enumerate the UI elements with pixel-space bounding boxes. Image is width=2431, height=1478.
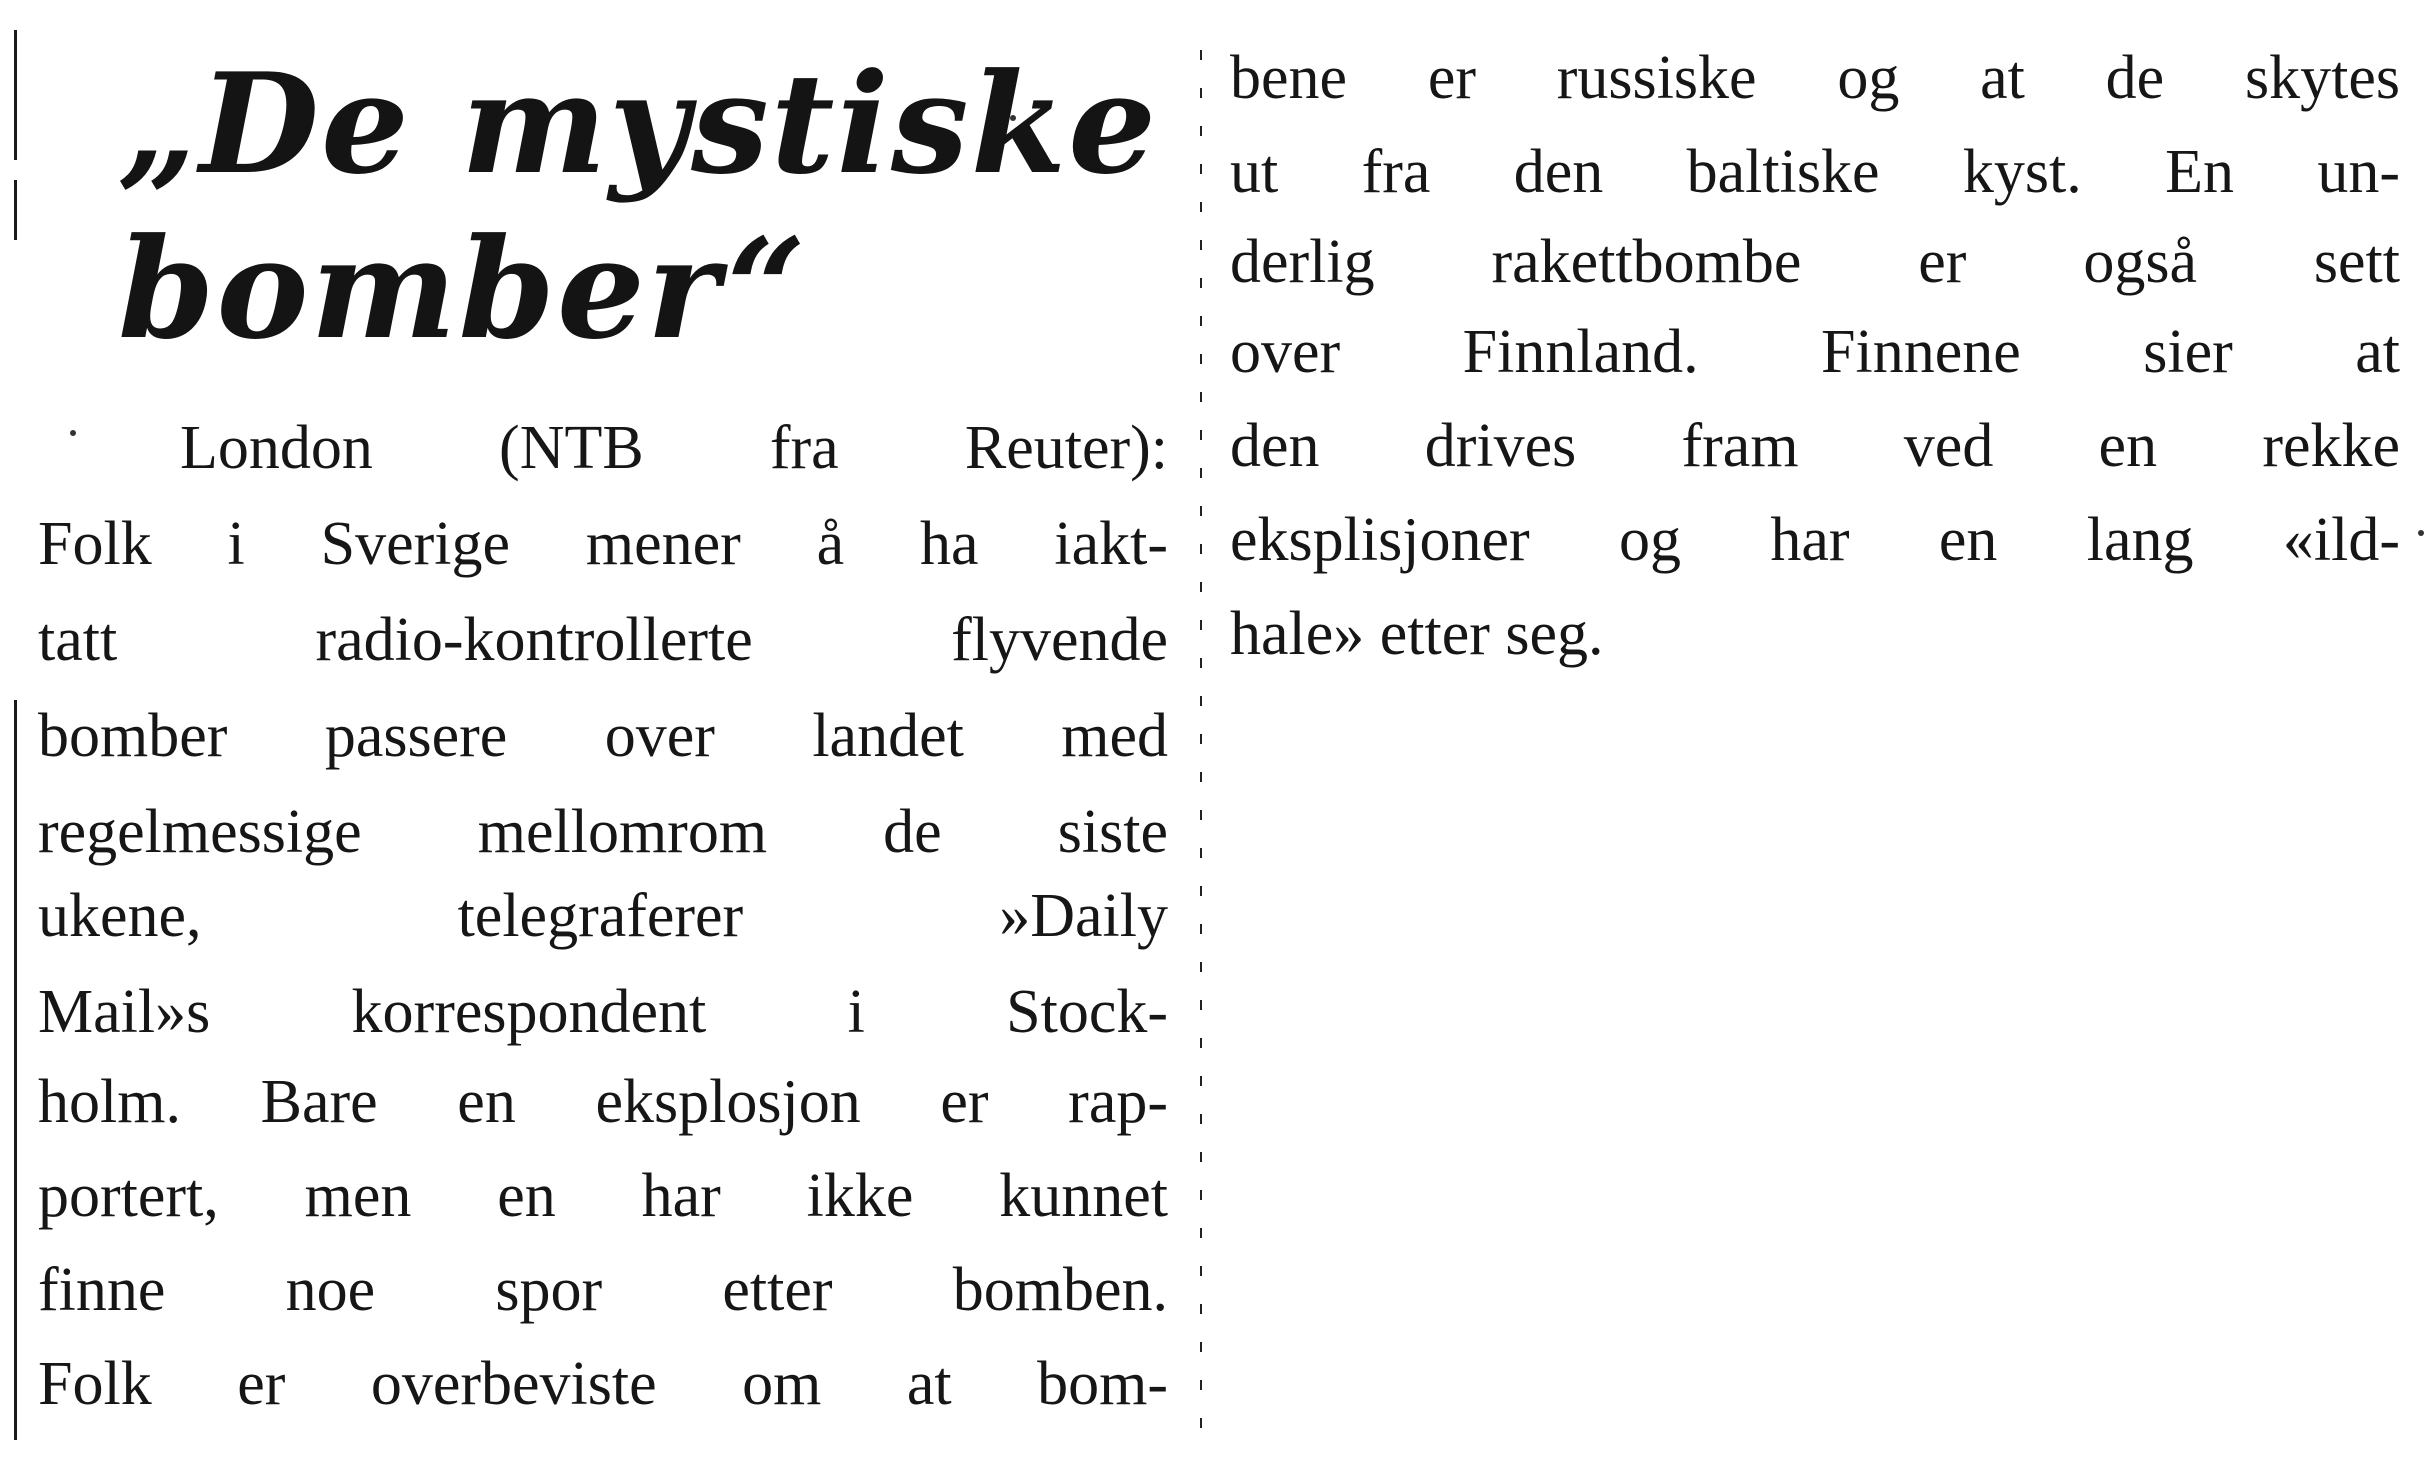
- article-line: bomber passere over landet med: [38, 702, 1168, 770]
- article-line: derlig rakettbombe er også sett: [1230, 228, 2400, 296]
- article-line: ukene, telegraferer »Daily: [38, 882, 1168, 950]
- article-line: Folk er overbeviste om at bom-: [38, 1350, 1168, 1418]
- article-line: hale» etter seg.: [1230, 600, 1604, 668]
- article-line: London (NTB fra Reuter):: [180, 414, 1168, 482]
- headline-line-1: „De mystiske: [118, 42, 1159, 205]
- article-line: over Finnland. Finnene sier at: [1230, 318, 2400, 386]
- left-edge-rule: [14, 700, 17, 1440]
- article-line: regelmessige mellomrom de siste: [38, 798, 1168, 866]
- headline-line-2: bomber“: [118, 207, 808, 370]
- print-speck: [70, 430, 76, 436]
- article-line: bene er russiske og at de skytes: [1230, 44, 2400, 112]
- print-speck: [2418, 530, 2424, 536]
- article-line: portert, men en har ikke kunnet: [38, 1162, 1168, 1230]
- article-line: ut fra den baltiske kyst. En un-: [1230, 138, 2400, 206]
- article-line: holm. Bare en eksplosjon er rap-: [38, 1068, 1168, 1136]
- article-line: den drives fram ved en rekke: [1230, 412, 2400, 480]
- column-divider: [1200, 50, 1202, 1430]
- article-line: eksplisjoner og har en lang «ild-: [1230, 506, 2400, 574]
- article-line: tatt radio-kontrollerte flyvende: [38, 606, 1168, 674]
- left-edge-rule: [14, 30, 17, 160]
- article-line: Mail»s korrespondent i Stock-: [38, 978, 1168, 1046]
- article-line: Folk i Sverige mener å ha iakt-: [38, 510, 1168, 578]
- article-line: finne noe spor etter bomben.: [38, 1256, 1168, 1324]
- left-edge-rule: [14, 180, 17, 240]
